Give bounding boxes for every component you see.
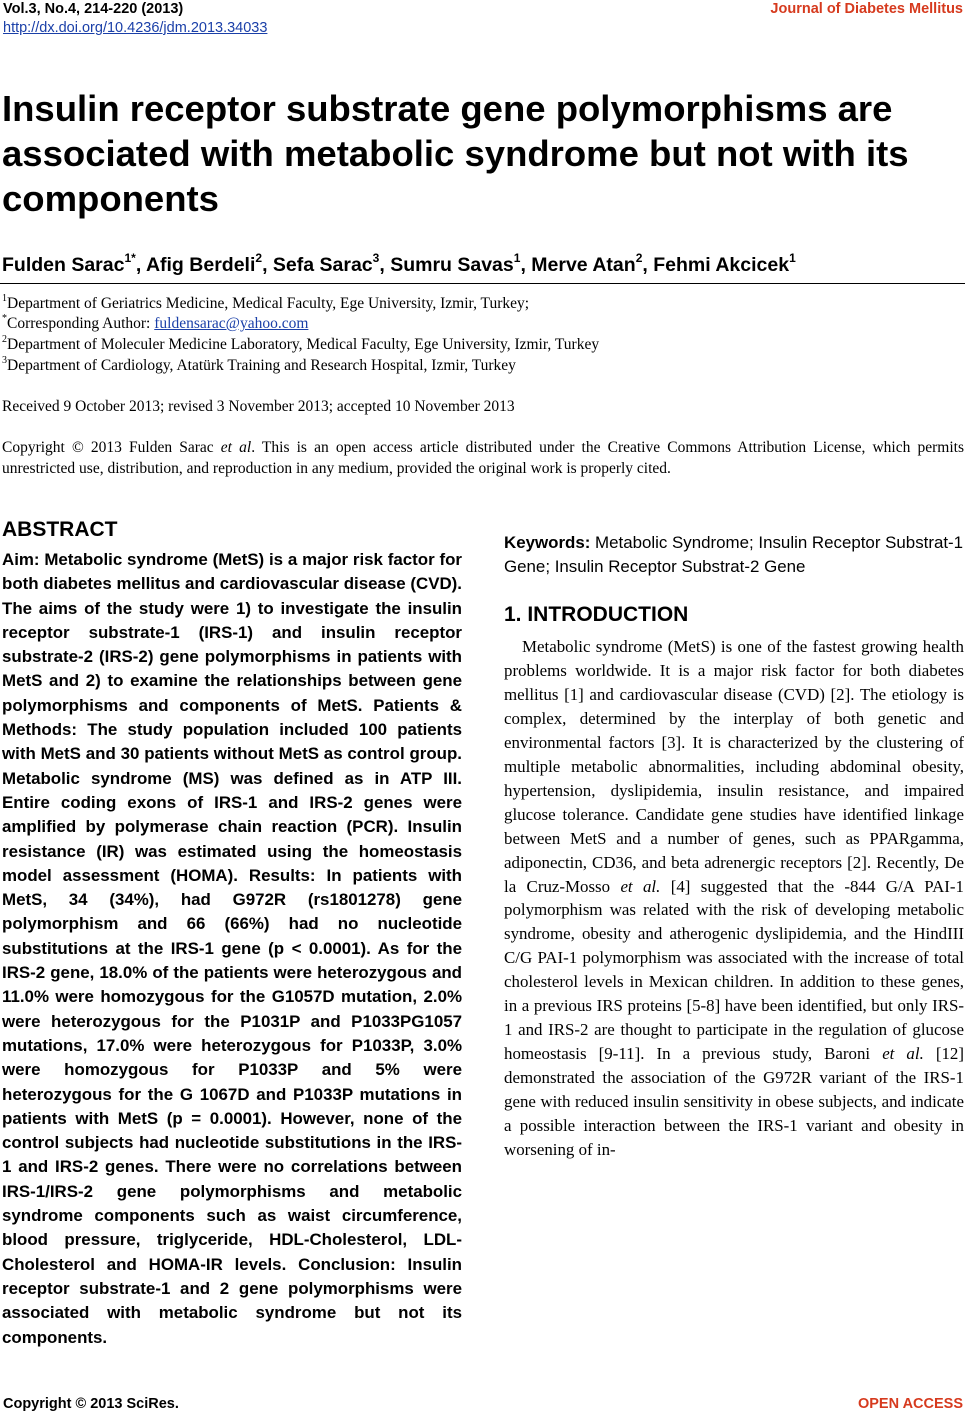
author: Afig Berdeli bbox=[145, 254, 256, 276]
affiliation-mark: 2 bbox=[2, 333, 7, 345]
author: Merve Atan bbox=[531, 254, 636, 276]
author: Fehmi Akcicek bbox=[653, 254, 790, 276]
author-separator: , bbox=[642, 254, 654, 276]
corresponding-author bbox=[2, 314, 308, 334]
author-separator: , bbox=[520, 254, 532, 276]
received-dates: Received 9 October 2013; revised 3 November 2013; accepted 10 November 2013 bbox=[2, 398, 515, 415]
affiliation-mark: 1 bbox=[2, 292, 7, 304]
author-affiliation-mark: 1 bbox=[789, 250, 796, 265]
affiliation-1 bbox=[2, 294, 529, 314]
affiliation-2 bbox=[2, 335, 599, 355]
author-separator: , bbox=[262, 254, 273, 276]
affiliation-3 bbox=[2, 356, 516, 376]
email-link[interactable]: fuldensarac@yahoo.com bbox=[154, 315, 309, 332]
introduction-paragraph bbox=[504, 635, 964, 1162]
header-divider bbox=[0, 283, 965, 284]
copyright-etal: et al bbox=[220, 439, 252, 456]
author-list bbox=[2, 251, 796, 279]
doi-link[interactable]: http://dx.doi.org/10.4236/jdm.2013.34033 bbox=[3, 20, 268, 36]
abstract-heading: ABSTRACT bbox=[2, 518, 118, 541]
copyright-notice bbox=[2, 437, 964, 479]
keywords-label: Keywords: bbox=[504, 533, 591, 552]
affiliation-text: Department of Moleculer Medicine Laboratory, Medical Faculty, Ege University, Izmir, Turkey bbox=[7, 336, 600, 353]
author: Sumru Savas bbox=[390, 254, 514, 276]
right-column bbox=[504, 515, 964, 1162]
author-affiliation-mark: 2 bbox=[635, 250, 643, 265]
footer-open-access: OPEN ACCESS bbox=[857, 1396, 963, 1412]
intro-etal: et al. bbox=[882, 1044, 924, 1064]
intro-text: [12] demonstrated the association of the G972R variant of the IRS-1 gene with reduced insulin sensitivity in obese subjects, and indicate a possible interaction between the IRS-1 variant and obesity in worsening of in- bbox=[504, 1044, 964, 1160]
corresponding-label: Corresponding Author: bbox=[7, 315, 155, 332]
keywords-text: Metabolic Syndrome; Insulin Receptor Substrat-1 Gene; Insulin Receptor Substrat-2 Gene bbox=[504, 533, 964, 576]
keywords bbox=[504, 531, 964, 579]
author-affiliation-mark: 1 bbox=[513, 250, 521, 265]
author-affiliation-mark: 3 bbox=[372, 250, 380, 265]
intro-text: [4] suggested that the -844 G/A PAI-1 polymorphism was related with the risk of developing metabolic syndrome, obesity and atherogenic dyslipidemia, and the HindIII C/G PAI-1 polymorphism was associated with the increase of total cholesterol levels in Mexican children. In addition to these genes, in a previous IRS proteins [5-8] have been identified, but only IRS-1 and IRS-2 are thought to participate in the regulation of glucose homeostasis [9-11]. In a previous study, Baroni bbox=[504, 876, 965, 1064]
footer-copyright: Copyright © 2013 SciRes. bbox=[3, 1396, 179, 1412]
copyright-text: Copyright © 2013 Fulden Sarac bbox=[2, 439, 221, 456]
author-separator: , bbox=[135, 254, 146, 276]
author-affiliation-mark: 2 bbox=[255, 250, 263, 265]
affiliation-text: Department of Geriatrics Medicine, Medical Faculty, Ege University, Izmir, Turkey; bbox=[7, 295, 530, 312]
intro-text: Metabolic syndrome (MetS) is one of the fastest growing health problems worldwide. It is a major risk factor for both diabetes mellitus [1] and cardiovascular disease (CVD) [2]. The etiology is complex, determined by the interplay of both genetic and environmental factors [3]. It is characterized by the clustering of multiple metabolic abnormalities, including abdominal obesity, hypertension, dyslipidemia, insulin resistance, and impaired glucose tolerance. Candidate gene studies have identified linkage between MetS and a number of genes, such as PPARgamma, adiponectin, CD36, and beta adrenergic receptors [2]. Recently, De la Cruz-Mosso bbox=[504, 637, 964, 896]
author: Fulden Sarac bbox=[2, 254, 125, 276]
article-title: Insulin receptor substrate gene polymorphisms are associated with metabolic syndrome but not with its components bbox=[2, 88, 909, 219]
affiliation-mark: 3 bbox=[2, 354, 7, 366]
abstract-text: Aim: Metabolic syndrome (MetS) is a major risk factor for both diabetes mellitus and cardiovascular disease (CVD). The aims of the study were 1) to investigate the insulin receptor substrate-1 (IRS-1) and insulin receptor substrate-2 (IRS-2) gene polymorphisms in patients with MetS and 2) to examine the relationships between gene polymorphisms and components of MetS. Patients & Methods: The study population included 100 patients with MetS and 30 patients without MetS as control group. Metabolic syndrome (MS) was defined as in ATP III. Entire coding exons of IRS-1 and IRS-2 genes were amplified by polymerase chain reaction (PCR). Insulin resistance (IR) was estimated using the homeostasis model assessment (HOMA). Results: In patients with MetS, 34 (34%), had G972R (rs1801278) gene polymorphism and 66 (66%) had no nucleotide substitutions at the IRS-1 gene (p < 0.0001). As for the IRS-2 gene, 18.0% of the patients were heterozygous and 11.0% were homozygous for the G1057D mutation, 2.0% were heterozygous for the P1031P and P1033PG1057 mutations, 17.0% were heterozygous for P1033P, 3.0% were homozygous for P1033P and 5% were heterozygous for the G 1067D and P1033P mutations in patients with MetS (p = 0.0001). However, none of the control subjects had nucleotide substitutions in the IRS-1 and IRS-2 genes. There were no correlations between IRS-1/IRS-2 gene polymorphisms and metabolic syndrome components such as waist circumference, blood pressure, triglyceride, HDL-Cholesterol, LDL-Cholesterol and HOMA-IR levels. Conclusion: Insulin receptor substrate-1 and 2 gene polymorphisms were associated with metabolic syndrome but not its components. bbox=[2, 550, 462, 1347]
author: Sefa Sarac bbox=[272, 254, 373, 276]
affiliation-text: Department of Cardiology, Atatürk Training and Research Hospital, Izmir, Turkey bbox=[7, 357, 516, 374]
section-heading: 1. INTRODUCTION bbox=[504, 603, 689, 626]
copyright-text-rest: . This is an open access article distributed under the Creative Commons Attribution License, which permits unrestricted use, distribution, and reproduction in any medium, provided the original work is properly cited. bbox=[2, 439, 964, 477]
journal-volume: Vol.3, No.4, 214-220 (2013) bbox=[3, 1, 184, 17]
intro-etal: et al. bbox=[620, 876, 661, 896]
abstract-column bbox=[2, 515, 462, 1350]
affiliation-mark: * bbox=[2, 312, 7, 324]
author-affiliation-mark: 1* bbox=[124, 250, 136, 265]
author-separator: , bbox=[379, 254, 391, 276]
journal-name: Journal of Diabetes Mellitus bbox=[770, 1, 963, 17]
